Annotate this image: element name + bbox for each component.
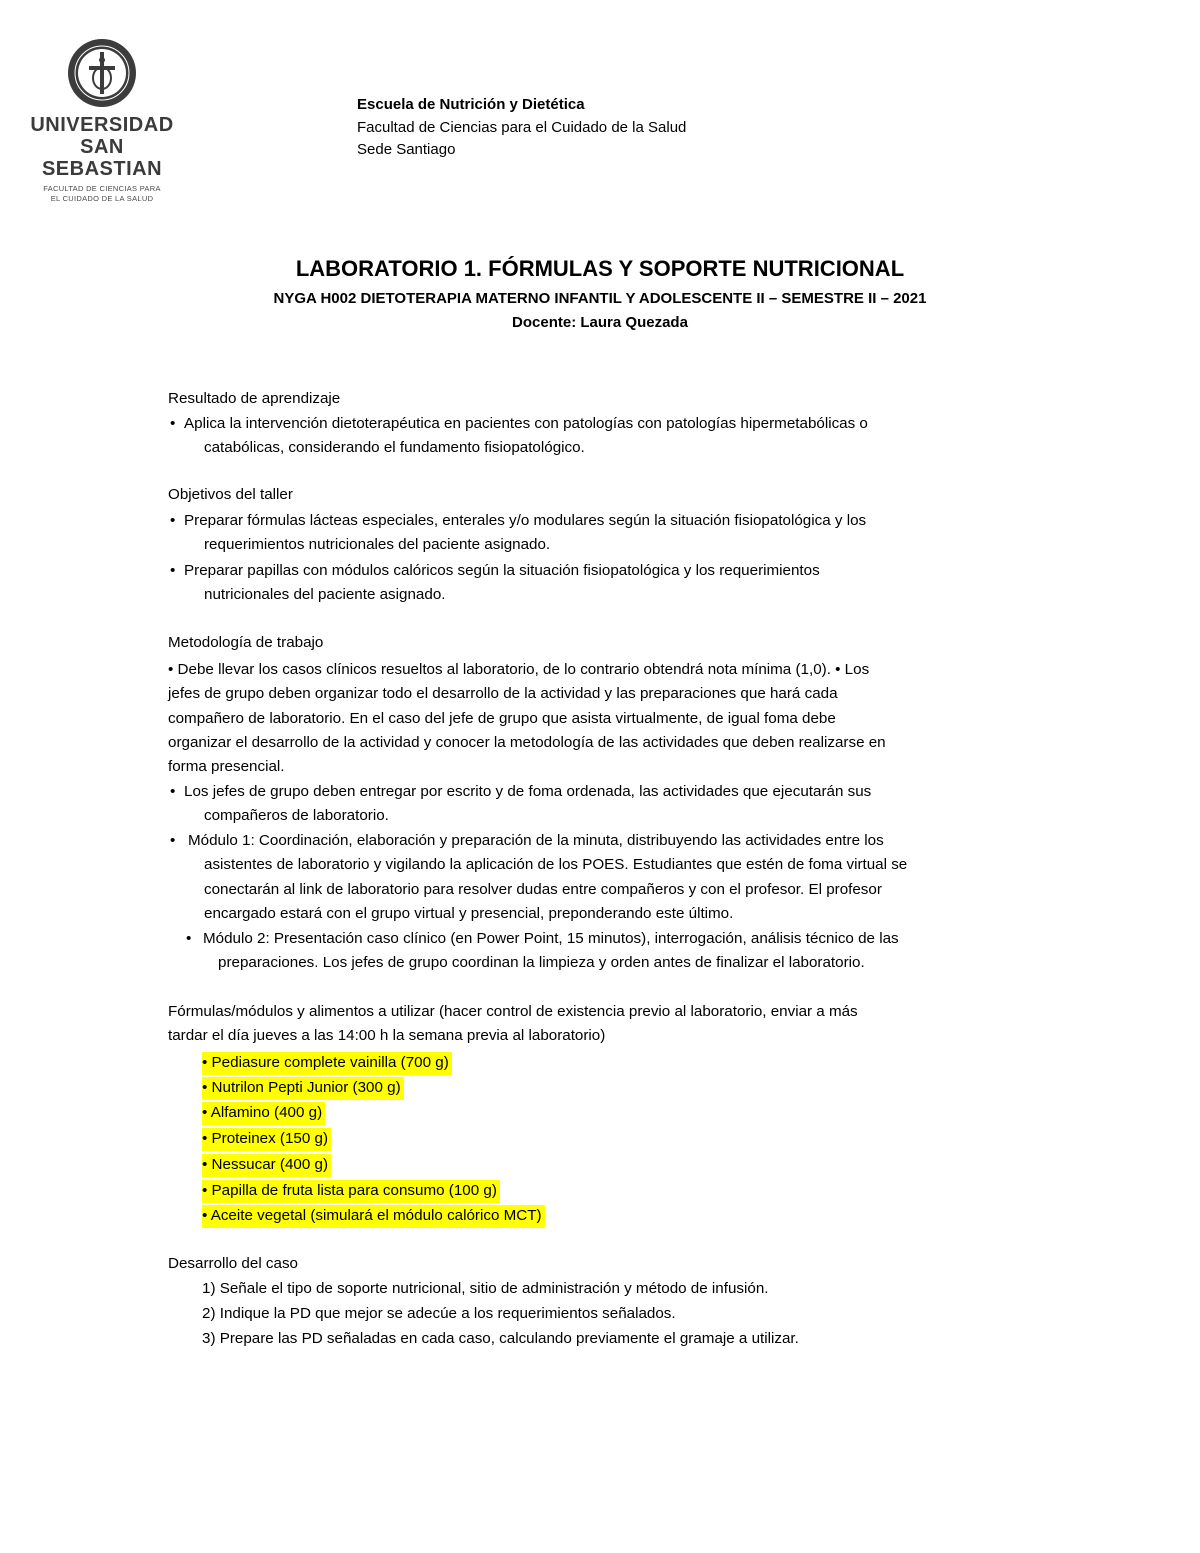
module1-line: Módulo 1: Coordinación, elaboración y preparación de la minuta, distribuyendo las actividades entre los <box>188 832 884 849</box>
bullet-icon: • <box>170 415 176 432</box>
formula-item <box>202 1180 500 1203</box>
methodology-heading: Metodología de trabajo <box>168 634 324 651</box>
methodology-para-line: compañero de laboratorio. En el caso del jefe de grupo que asista virtualmente, de igual foma debe <box>168 709 836 727</box>
objective-item <box>170 509 1000 558</box>
formula-item <box>202 1102 325 1125</box>
formulas-intro-line1: Fórmulas/módulos y alimentos a utilizar (hacer control de existencia previo al laboratorio, enviar a más <box>168 1003 858 1020</box>
module2-line2: preparaciones. Los jefes de grupo coordinan la limpieza y orden antes de finalizar el laboratorio. <box>218 954 865 972</box>
bullet-icon: • <box>170 512 176 529</box>
case-step: 2) Indique la PD que mejor se adecúe a los requerimientos señalados. <box>202 1305 676 1322</box>
teacher-line: Docente: Laura Quezada <box>512 314 688 331</box>
course-line: NYGA H002 DIETOTERAPIA MATERNO INFANTIL Y ADOLESCENTE II – SEMESTRE II – 2021 <box>273 290 927 307</box>
logo-name-line1: UNIVERSIDAD <box>30 114 174 136</box>
methodology-paragraph <box>168 658 1018 779</box>
learning-item <box>170 412 1000 461</box>
formula-item-text: Nutrilon Pepti Junior (300 g) <box>211 1079 401 1096</box>
methodology-para-line: organizar el desarrollo de la actividad y conocer la metodología de las actividades que deben realizarse en <box>168 733 886 751</box>
university-seal-icon <box>67 38 137 108</box>
school-header <box>357 94 686 162</box>
learning-item-line2: catabólicas, considerando el fundamento fisiopatológico. <box>204 439 585 457</box>
case-heading: Desarrollo del caso <box>168 1255 298 1272</box>
bullet-icon: • <box>170 562 176 579</box>
methodology-para-line: jefes de grupo deben organizar todo el desarrollo de la actividad y las preparaciones que hará cada <box>168 685 838 703</box>
formula-item-text: Aceite vegetal (simulará el módulo calórico MCT) <box>210 1207 542 1224</box>
module1-line: conectarán al link de laboratorio para resolver dudas entre compañeros y con el profesor. El profesor <box>204 880 882 898</box>
faculty-name: Facultad de Ciencias para el Cuidado de la Salud <box>357 118 687 136</box>
bullet-icon: • <box>202 1182 212 1199</box>
module2-bullet <box>186 927 1026 976</box>
formula-item <box>202 1128 331 1151</box>
learning-item-line1: Aplica la intervención dietoterapéutica en pacientes con patologías con patologías hipermetabólicas o <box>184 415 868 432</box>
bullet-icon: • <box>202 1207 211 1224</box>
formula-item <box>202 1205 545 1228</box>
objective-line2: nutricionales del paciente asignado. <box>204 586 446 604</box>
logo-subtitle-line2: EL CUIDADO DE LA SALUD <box>50 194 154 203</box>
bullet-icon: • <box>170 832 176 849</box>
formula-item <box>202 1077 404 1100</box>
bullet-icon: • <box>202 1130 212 1147</box>
methodology-bullet <box>170 780 1020 829</box>
case-step: 3) Prepare las PD señaladas en cada caso, calculando previamente el gramaje a utilizar. <box>202 1330 799 1347</box>
methodology-para-line: • Debe llevar los casos clínicos resueltos al laboratorio, de lo contrario obtendrá nota mínima (1,0). • Los <box>168 661 870 678</box>
document-title: LABORATORIO 1. FÓRMULAS Y SOPORTE NUTRICIONAL <box>295 256 905 281</box>
module1-line: encargado estará con el grupo virtual y presencial, preponderando este último. <box>204 904 734 922</box>
methodology-bullet-line2: compañeros de laboratorio. <box>204 807 389 825</box>
bullet-icon: • <box>202 1104 211 1121</box>
methodology-bullet-line1: Los jefes de grupo deben entregar por escrito y de foma ordenada, las actividades que ejecutarán sus <box>184 783 872 800</box>
formulas-intro-line2: tardar el día jueves a las 14:00 h la semana previa al laboratorio) <box>168 1027 606 1045</box>
case-step: 1) Señale el tipo de soporte nutricional, sitio de administración y método de infusión. <box>202 1280 769 1297</box>
module1-bullet <box>170 829 1036 926</box>
formula-item-text: Alfamino (400 g) <box>210 1104 323 1121</box>
logo-name-line2: SAN SEBASTIAN <box>41 136 163 180</box>
formula-item <box>202 1052 452 1075</box>
school-name: Escuela de Nutrición y Dietética <box>357 96 585 113</box>
bullet-icon: • <box>202 1079 212 1096</box>
methodology-para-line: forma presencial. <box>168 758 285 776</box>
bullet-icon: • <box>170 783 176 800</box>
formula-item-text: Nessucar (400 g) <box>211 1156 329 1173</box>
objective-item <box>170 559 1000 608</box>
campus-name: Sede Santiago <box>357 141 456 158</box>
learning-heading: Resultado de aprendizaje <box>168 390 341 407</box>
formula-item-text: Pediasure complete vainilla (700 g) <box>211 1054 449 1071</box>
objective-line1: Preparar fórmulas lácteas especiales, enterales y/o modulares según la situación fisiopatológica y los <box>184 512 867 529</box>
formula-item-text: Papilla de fruta lista para consumo (100 g) <box>211 1182 497 1199</box>
bullet-icon: • <box>186 930 192 947</box>
bullet-icon: • <box>202 1156 212 1173</box>
logo-subtitle-line1: FACULTAD DE CIENCIAS PARA <box>43 184 161 193</box>
formula-item-text: Proteinex (150 g) <box>211 1130 329 1147</box>
module2-line1: Módulo 2: Presentación caso clínico (en Power Point, 15 minutos), interrogación, análisis técnico de las <box>203 930 899 947</box>
bullet-icon: • <box>202 1054 212 1071</box>
objectives-heading: Objetivos del taller <box>168 486 293 503</box>
formula-item <box>202 1154 331 1177</box>
objective-line2: requerimientos nutricionales del paciente asignado. <box>204 536 551 554</box>
university-logo <box>22 38 182 204</box>
objective-line1: Preparar papillas con módulos calóricos según la situación fisiopatológica y los requerimientos <box>184 562 820 579</box>
module1-line: asistentes de laboratorio y vigilando la aplicación de los POES. Estudiantes que estén de foma virtual se <box>204 856 908 874</box>
formulas-intro <box>168 1000 1018 1049</box>
